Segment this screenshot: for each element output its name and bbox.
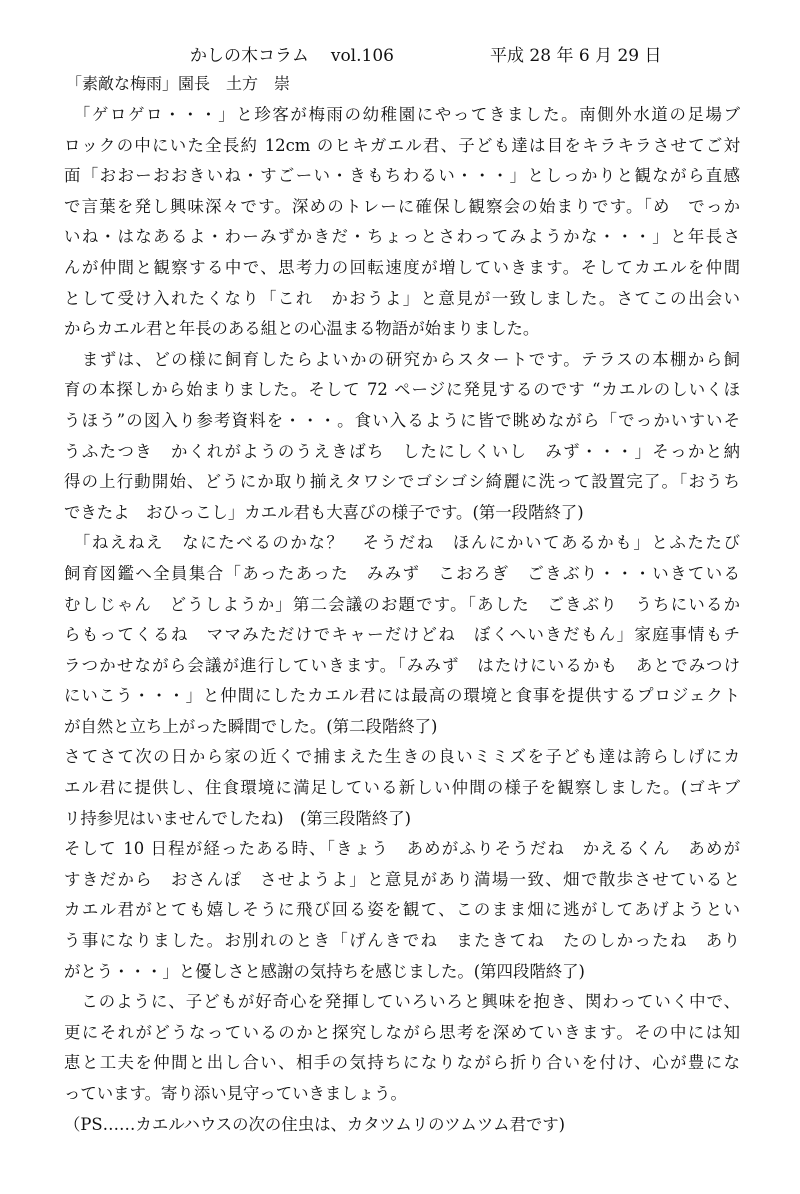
- text-line: すきだから おさんぽ させようよ」と意見があり満場一致、畑で散歩させていると: [64, 869, 740, 889]
- text-line: う事になりました。お別れのとき「げんきでね またきてね たのしかったね あり: [64, 931, 740, 951]
- text-line: らもってくるね ママみただけでキャーだけどね ぼくへいきだもん」家庭事情もチ: [64, 625, 740, 645]
- text-line: 育の本探しから始まりました。そして 72 ページに発見するのです “カエルのしいくほ: [64, 380, 740, 400]
- column-header: [190, 46, 662, 66]
- text-line: んが仲間と観察する中で、思考力の回転速度が増していきます。そしてカエルを仲間: [64, 257, 740, 277]
- text-line: できたよ おひっこし」カエル君も大喜びの様子です。(第一段階終了): [64, 502, 584, 522]
- column-name: かしの木コラム: [190, 46, 309, 66]
- text-line: エル君に提供し、住食環境に満足している新しい仲間の様子を観察しました。(ゴキブ: [64, 778, 740, 798]
- article-body: [64, 100, 740, 1140]
- text-line: として受け入れたくなり「これ かおうよ」と意見が一致しました。さてこの出会い: [64, 288, 740, 308]
- text-line: からカエル君と年長のある組との心温まる物語が始まりました。: [64, 319, 540, 339]
- text-line: にいこう・・・」と仲間にしたカエル君には最高の環境と食事を提供するプロジェクト: [64, 686, 740, 706]
- text-line: 恵と工夫を仲間と出し合い、相手の気持ちになりながら折り合いを付け、心が豊にな: [64, 1053, 740, 1073]
- text-line: まずは、どの様に飼育したらよいかの研究からスタートです。テラスの本棚から飼: [64, 349, 740, 369]
- text-line: 面「おおーおおきいね・すごーい・きもちわるい・・・」としっかりと観ながら直感: [64, 166, 740, 186]
- volume-number: vol.106: [330, 46, 394, 66]
- text-line: が自然と立ち上がった瞬間でした。(第二段階終了): [64, 716, 438, 736]
- text-line: 「ねえねえ なにたべるのかな？ そうだね ほんにかいてあるかも」とふたたび: [64, 533, 740, 553]
- issue-date: 平成 28 年 6 月 29 日: [490, 46, 662, 66]
- text-line: （PS……カエルハウスの次の住虫は、カタツムリのツムツム君です): [64, 1114, 566, 1134]
- text-line: いね・はなあるよ・わーみずかきだ・ちょっとさわってみようかな・・・」と年長さ: [64, 227, 740, 247]
- text-line: むしじゃん どうしようか」第二会議のお題です。「あした ごきぶり うちにいるか: [64, 594, 740, 614]
- article-title-author: 「素敵な梅雨」園長 土方 崇: [66, 74, 291, 93]
- text-line: 更にそれがどうなっているのかと探究しながら思考を深めていきます。その中には知: [64, 1022, 740, 1042]
- text-line: っています。寄り添い見守っていきましょう。: [64, 1084, 407, 1103]
- text-line: で言葉を発し興味深々です。深めのトレーに確保し観察会の始まりです。「め でっか: [64, 196, 740, 216]
- text-line: うふたつき かくれがようのうえきばち したにしくいし みず・・・」そっかと納: [64, 441, 740, 461]
- text-line: さてさて次の日から家の近くで捕まえた生きの良いミミズを子ども達は誇らしげにカ: [64, 747, 740, 767]
- text-line: このように、子どもが好奇心を発揮していろいろと興味を抱き、関わっていく中で、: [64, 992, 740, 1012]
- text-line: 得の上行動開始、どうにか取り揃えタワシでゴシゴシ綺麗に洗って設置完了。「おうち: [64, 472, 740, 492]
- text-line: ラつかせながら会議が進行していきます。「みみず はたけにいるかも あとでみつけ: [64, 655, 740, 675]
- text-line: カエル君がとても嬉しそうに飛び回る姿を観て、このまま畑に逃がしてあげようとい: [64, 900, 740, 920]
- text-line: リ持参児はいませんでしたね) (第三段階終了): [64, 808, 411, 828]
- text-line: 「ゲロゲロ・・・」と珍客が梅雨の幼稚園にやってきました。南側外水道の足場ブ: [64, 105, 740, 124]
- text-line: 飼育図鑑へ全員集合「あったあった みみず こおろぎ ごきぶり・・・いきている: [64, 563, 740, 583]
- text-line: そして 10 日程が経ったある時、「きょう あめがふりそうだね かえるくん あめが: [64, 839, 740, 859]
- text-line: がとう・・・」と優しさと感謝の気持ちを感じました。(第四段階終了): [64, 961, 585, 981]
- text-line: ロックの中にいた全長約 12cm のヒキガエル君、子ども達は目をキラキラさせてご対: [64, 135, 740, 155]
- text-line: うほう”の図入り参考資料を・・・。食い入るように皆で眺めながら「でっかいすいそ: [64, 410, 740, 430]
